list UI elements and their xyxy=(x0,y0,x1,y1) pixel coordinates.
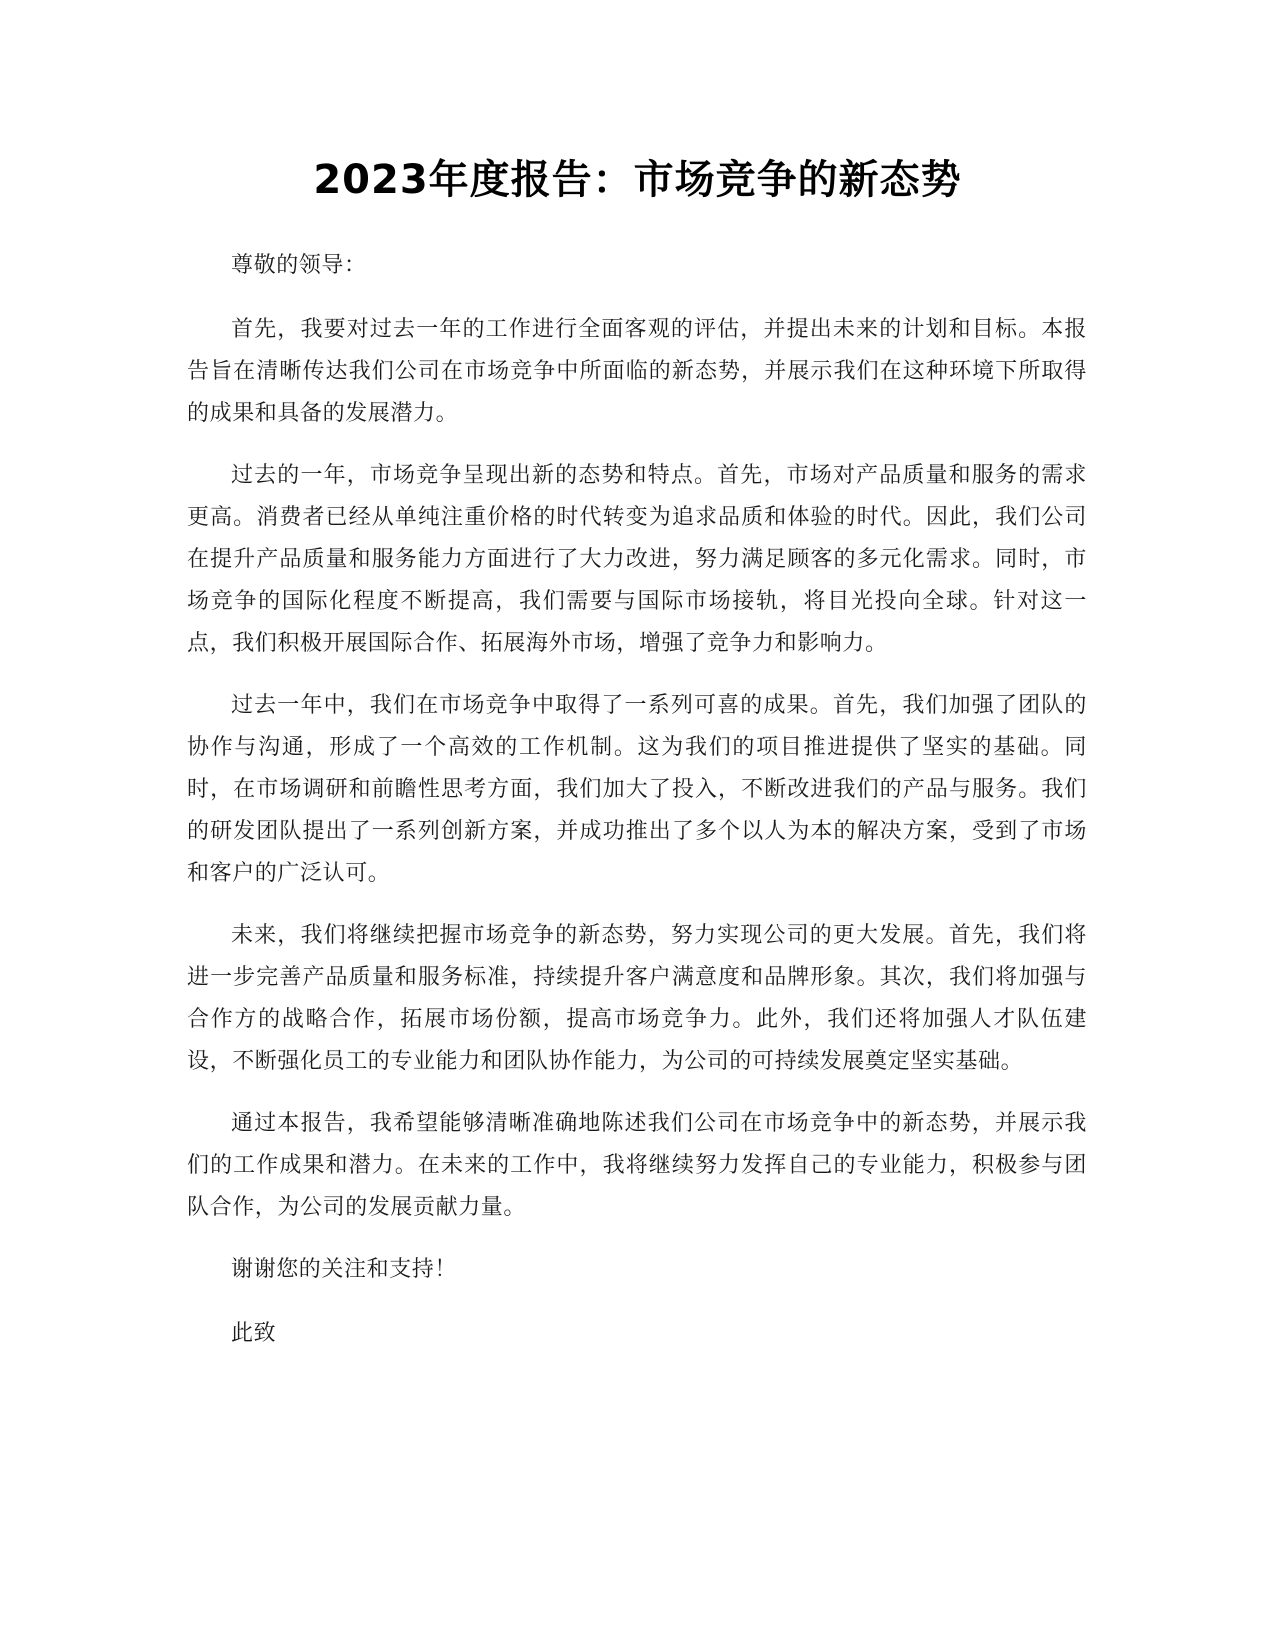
paragraph-conclusion: 通过本报告，我希望能够清晰准确地陈述我们公司在市场竞争中的新态势，并展示我们的工作成果和潜力。在未来的工作中，我将继续努力发挥自己的专业能力，积极参与团队合作，为公司的发展贡献力量。 xyxy=(187,1111,1087,1220)
document-title: 2023年度报告：市场竞争的新态势 xyxy=(313,157,962,203)
paragraph-achievements: 过去一年中，我们在市场竞争中取得了一系列可喜的成果。首先，我们加强了团队的协作与沟通，形成了一个高效的工作机制。这为我们的项目推进提供了坚实的基础。同时，在市场调研和前瞻性思考方面，我们加大了投入，不断改进我们的产品与服务。我们的研发团队提出了一系列创新方案，并成功推出了多个以人为本的解决方案，受到了市场和客户的广泛认可。 xyxy=(187,693,1087,886)
thanks-line: 谢谢您的关注和支持！ xyxy=(231,1257,458,1282)
document-body xyxy=(187,245,1087,1377)
closing-line: 此致 xyxy=(231,1321,277,1346)
paragraph-market-trends: 过去的一年，市场竞争呈现出新的态势和特点。首先，市场对产品质量和服务的需求更高。消费者已经从单纯注重价格的时代转变为追求品质和体验的时代。因此，我们公司在提升产品质量和服务能力方面进行了大力改进，努力满足顾客的多元化需求。同时，市场竞争的国际化程度不断提高，我们需要与国际市场接轨，将目光投向全球。针对这一点，我们积极开展国际合作、拓展海外市场，增强了竞争力和影响力。 xyxy=(187,463,1087,656)
paragraph-intro: 首先，我要对过去一年的工作进行全面客观的评估，并提出未来的计划和目标。本报告旨在清晰传达我们公司在市场竞争中所面临的新态势，并展示我们在这种环境下所取得的成果和具备的发展潜力。 xyxy=(187,317,1087,426)
paragraph-future-plans: 未来，我们将继续把握市场竞争的新态势，努力实现公司的更大发展。首先，我们将进一步完善产品质量和服务标准，持续提升客户满意度和品牌形象。其次，我们将加强与合作方的战略合作，拓展市场份额，提高市场竞争力。此外，我们还将加强人才队伍建设，不断强化员工的专业能力和团队协作能力，为公司的可持续发展奠定坚实基础。 xyxy=(187,923,1087,1074)
salutation: 尊敬的领导： xyxy=(231,253,367,278)
